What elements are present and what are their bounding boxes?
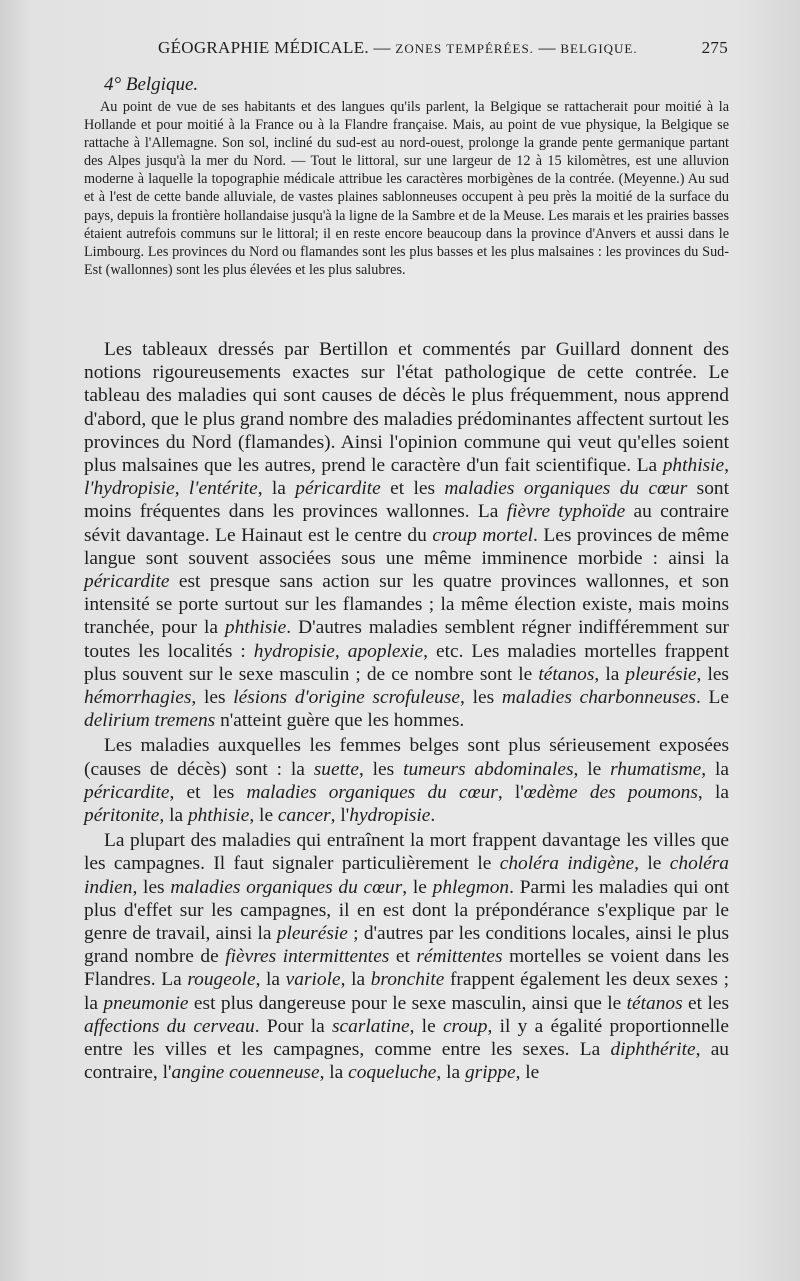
italic-term: angine couenneuse bbox=[171, 1062, 320, 1084]
italic-term: rémittentes bbox=[416, 946, 503, 968]
italic-term: choléra indigène bbox=[499, 853, 635, 875]
text-run: , la bbox=[255, 969, 286, 991]
italic-term: choléra indien bbox=[84, 853, 729, 898]
paragraph-3 bbox=[84, 829, 729, 1084]
text-run: n'atteint guère que les hommes. bbox=[215, 710, 465, 732]
running-header bbox=[158, 38, 728, 70]
text-run: et bbox=[389, 946, 417, 968]
text-run: , le bbox=[249, 805, 278, 827]
text-run: et les bbox=[380, 478, 445, 500]
italic-term: fièvres intermittentes bbox=[225, 946, 390, 968]
text-run: , bbox=[334, 640, 348, 662]
text-run: . Parmi les maladies qui ont plus d'effet sur les campagnes, il en est dont la prépondérance s'explique par le genre de travail, ainsi la bbox=[84, 876, 729, 945]
text-run: , la bbox=[319, 1062, 349, 1084]
text-run: sont moins fréquentes dans les provinces wallonnes. La bbox=[84, 478, 729, 523]
text-run: Les tableaux dressés par Bertillon et commentés par Guillard donnent des notions rigoureusements exactes sur l'état pathologique de cette contrée. Le tableau des maladies qui sont causes de décès le plus fréquemment, nous apprend d'abord, que le plus grand nombre des maladies prédominantes affectent surtout les provinces du Nord (flamandes). Ainsi l'opinion commune qui veut qu'elles soient plus malsaines que les autres, prend le caractère d'un fait scientifique. La bbox=[84, 339, 729, 477]
text-run: , l' bbox=[497, 781, 524, 803]
text-run: , les bbox=[460, 687, 502, 709]
header-title: GÉOGRAPHIE MÉDICALE. bbox=[158, 38, 369, 57]
italic-term: maladies organiques du cœur bbox=[246, 781, 498, 803]
italic-term: affections du cerveau bbox=[84, 1015, 255, 1037]
header-section: ZONES TEMPÉRÉES. bbox=[395, 41, 534, 56]
text-run: , la bbox=[436, 1062, 465, 1084]
section-title: 4° Belgique. bbox=[104, 74, 199, 95]
header-dash: — bbox=[373, 38, 391, 57]
text-run: mortelles se voient dans les Flandres. La bbox=[84, 946, 729, 991]
italic-term: bronchite bbox=[370, 969, 445, 991]
italic-term: phthisie bbox=[662, 455, 725, 477]
italic-term: rhumatisme bbox=[610, 758, 702, 780]
italic-term: pleurésie bbox=[625, 663, 697, 685]
text-run: ; d'autres par les conditions locales, ainsi le plus grand nombre de bbox=[84, 923, 730, 968]
italic-term: maladies organiques du cœur bbox=[444, 478, 688, 500]
text-run: , bbox=[174, 478, 189, 500]
text-run: . Pour la bbox=[254, 1015, 332, 1037]
text-run: frappent également les deux sexes ; la bbox=[84, 969, 729, 1014]
italic-term: hémorrhagies bbox=[84, 687, 192, 709]
italic-term: l'entérite bbox=[188, 478, 258, 500]
text-run: , le bbox=[515, 1062, 540, 1084]
text-run: , et les bbox=[169, 781, 247, 803]
text-run: , la bbox=[340, 969, 371, 991]
italic-term: diphthérite bbox=[610, 1039, 696, 1061]
italic-term: hydropisie bbox=[349, 805, 431, 827]
text-run: . Les provinces de même langue sont souvent associées sous une même imminence morbide : ainsi la bbox=[84, 524, 729, 569]
italic-term: delirium tremens bbox=[84, 710, 216, 732]
text-run: . Le bbox=[695, 687, 729, 709]
italic-term: pneumonie bbox=[103, 992, 189, 1014]
running-title bbox=[158, 38, 638, 58]
italic-term: tétanos bbox=[626, 992, 683, 1014]
intro-paragraph: Au point de vue de ses habitants et des langues qu'ils parlent, la Belgique se rattacherait pour moitié à la Hollande et pour moitié à la France ou à la Flandre française. Mais, au point de vue physique, la Belgique se rattache à l'Allemagne. Son sol, incliné du sud-est au nord-ouest, prolonge la grande pente germanique partant des Alpes jusqu'à la mer du Nord. — Tout le littoral, sur une largeur de 12 à 15 kilomètres, est une alluvion moderne à laquelle la topographie médicale attribue les caractères morbigènes de la contrée. (Meyenne.) Au sud et à l'est de cette bande alluviale, de vastes plaines sablonneuses occupent à peu près la moitié de la surface du pays, depuis la frontière hollandaise jusqu'à la ligne de la Sambre et de la Meuse. Les marais et les prairies basses étaient autrefois communs sur le littoral; il en reste encore beaucoup dans la province d'Anvers et aussi dans le Limbourg. Les provinces du Nord ou flamandes sont les plus basses et les plus malsaines : les provinces du Sud-Est (wallonnes) sont les plus élevées et les plus salubres. bbox=[84, 99, 729, 278]
italic-term: l'hydropisie bbox=[84, 478, 175, 500]
italic-term: lésions d'origine scrofuleuse bbox=[233, 687, 461, 709]
text-run: , la bbox=[594, 663, 626, 685]
italic-term: fièvre typhoïde bbox=[506, 501, 626, 523]
italic-term: variole bbox=[285, 969, 341, 991]
text-run: , la bbox=[701, 758, 729, 780]
text-run: . D'autres maladies semblent régner indifféremment sur toutes les localités : bbox=[84, 617, 729, 662]
header-country: BELGIQUE. bbox=[560, 41, 638, 56]
text-run: , bbox=[724, 455, 729, 477]
text-run: et les bbox=[682, 992, 730, 1014]
text-run: , les bbox=[696, 663, 729, 685]
italic-term: tumeurs abdominales bbox=[403, 758, 574, 780]
text-run: , le bbox=[573, 758, 611, 780]
italic-term: croup bbox=[442, 1015, 488, 1037]
italic-term: maladies organiques du cœur bbox=[170, 876, 403, 898]
italic-term: péricardite bbox=[295, 478, 381, 500]
text-run: au contraire sévit davantage. Le Hainaut est le centre du bbox=[84, 501, 729, 546]
body-text bbox=[84, 338, 729, 1085]
text-run: est plus dangereuse pour le sexe masculin, ainsi que le bbox=[188, 992, 627, 1014]
italic-term: coqueluche bbox=[348, 1062, 437, 1084]
italic-term: hydropisie bbox=[253, 640, 335, 662]
italic-term: pleurésie bbox=[276, 923, 348, 945]
text-run: , l' bbox=[330, 805, 350, 827]
italic-term: phlegmon bbox=[432, 876, 510, 898]
italic-term: rougeole bbox=[187, 969, 256, 991]
italic-term: cancer bbox=[277, 805, 331, 827]
italic-term: maladies charbonneuses bbox=[501, 687, 696, 709]
italic-term: apoplexie bbox=[347, 640, 424, 662]
text-run: , la bbox=[159, 805, 188, 827]
italic-term: croup mortel bbox=[432, 524, 533, 546]
italic-term: suette bbox=[313, 758, 359, 780]
text-run: , les bbox=[132, 876, 171, 898]
page-number: 275 bbox=[701, 38, 728, 57]
italic-term: tétanos bbox=[538, 663, 595, 685]
text-run: , au contraire, l' bbox=[84, 1039, 729, 1084]
header-dash: — bbox=[538, 38, 556, 57]
italic-term: péritonite bbox=[84, 805, 160, 827]
text-run: , les bbox=[358, 758, 404, 780]
text-run: est presque sans action sur les quatre provinces wallonnes, et son intensité se porte surtout sur les flamandes ; la même élection existe, mais moins tranchée, pour la bbox=[84, 571, 729, 639]
text-run: , le bbox=[634, 853, 670, 875]
italic-term: péricardite bbox=[84, 571, 170, 593]
text-run: , le bbox=[402, 876, 433, 898]
text-run: , les bbox=[191, 687, 234, 709]
text-run: , la bbox=[257, 478, 296, 500]
text-run: , il y a égalité proportionnelle entre les villes et les campagnes, comme entre les sexes. La bbox=[84, 1015, 729, 1061]
text-run: , etc. Les maladies mortelles frappent plus souvent sur le sexe masculin ; de ce nombre sont le bbox=[84, 640, 729, 685]
italic-term: grippe bbox=[464, 1062, 516, 1084]
text-run: Les maladies auxquelles les femmes belges sont plus sérieusement exposées (causes de décès) sont : la bbox=[84, 735, 729, 780]
italic-term: phthisie bbox=[187, 805, 250, 827]
italic-term: scarlatine bbox=[332, 1015, 410, 1037]
italic-term: œdème des poumons bbox=[523, 781, 698, 803]
text-run: La plupart des maladies qui entraînent la mort frappent davantage les villes que les campagnes. Il faut signaler particulièrement le bbox=[84, 830, 729, 875]
text-run: , la bbox=[697, 781, 729, 803]
intro-text bbox=[84, 98, 729, 279]
paragraph-2 bbox=[84, 734, 729, 827]
text-run: , le bbox=[409, 1015, 443, 1037]
paragraph-1 bbox=[84, 338, 729, 732]
italic-term: phthisie bbox=[224, 617, 287, 639]
italic-term: péricardite bbox=[84, 781, 170, 803]
text-run: . bbox=[430, 805, 436, 827]
